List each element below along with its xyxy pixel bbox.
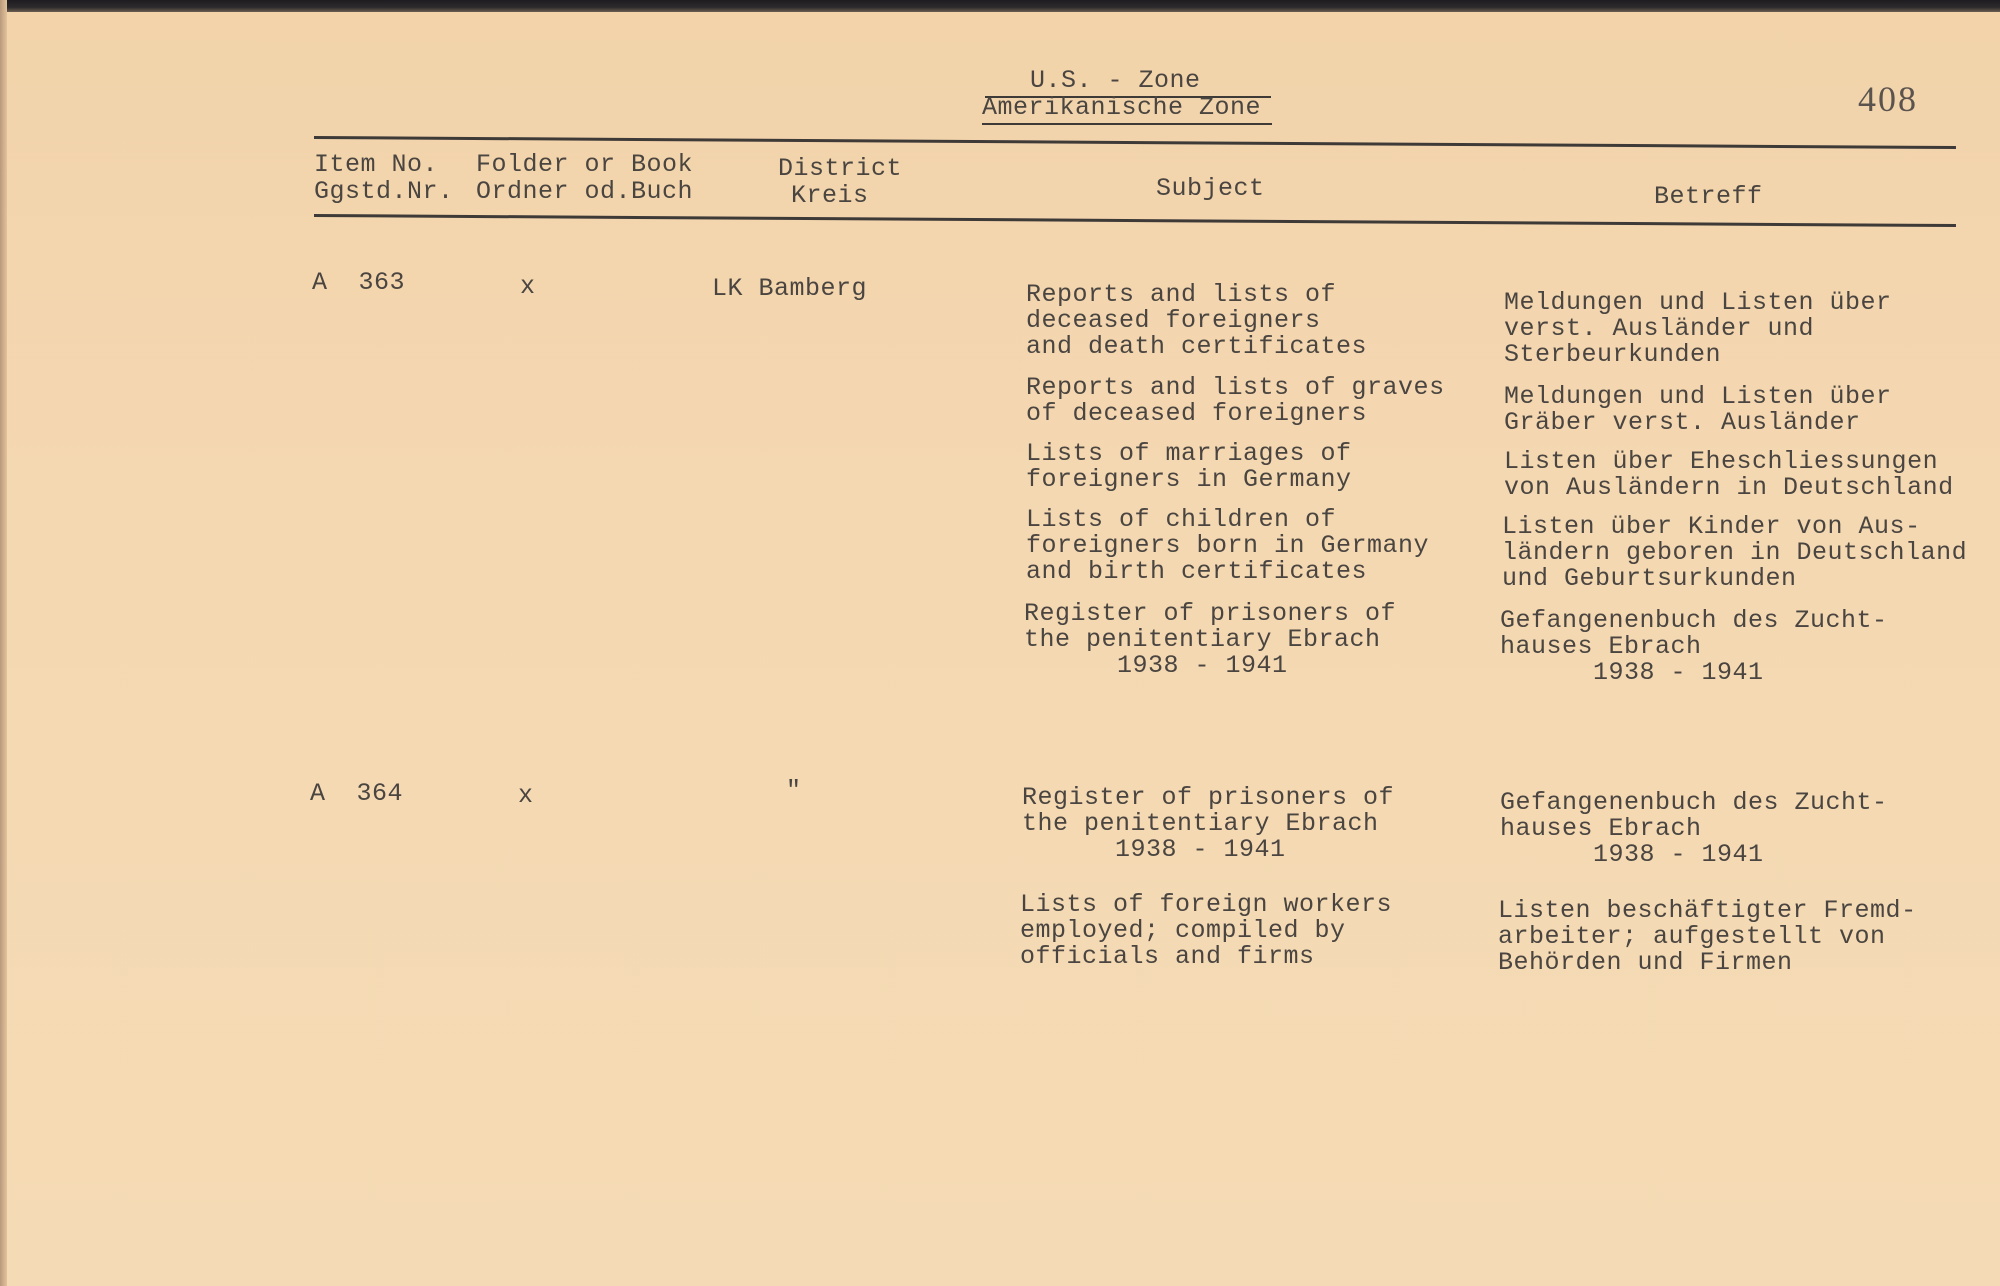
- row-363-betreff-4: Listen über Kinder von Aus- ländern geboren in Deutschland und Geburtsurkunden: [1502, 512, 1968, 593]
- scan-left-edge: [0, 0, 7, 1286]
- row-364-item: A 364: [310, 779, 404, 808]
- scan-top-edge: [0, 0, 2000, 12]
- row-363-folder: x: [520, 272, 536, 301]
- row-363-betreff-2: Meldungen und Listen über Gräber verst. Ausländer: [1504, 382, 1892, 437]
- page-number: 408: [1858, 79, 1918, 119]
- row-363-subject-4: Lists of children of foreigners born in Germany and birth certificates: [1026, 505, 1430, 586]
- zone-subtitle-underline: [982, 123, 1272, 125]
- row-364-district: ": [786, 776, 802, 805]
- column-header-folder-de: Ordner od.Buch: [476, 177, 694, 206]
- row-364-folder: x: [518, 781, 534, 810]
- header-top-rule: [314, 136, 1956, 149]
- row-364-betreff-2: Listen beschäftigter Fremd- arbeiter; aufgestellt von Behörden und Firmen: [1498, 896, 1917, 977]
- column-header-betreff: Betreff: [1654, 182, 1763, 211]
- column-header-district-de: Kreis: [791, 181, 869, 210]
- zone-title: U.S. - Zone: [1030, 66, 1201, 95]
- row-364-subject-2: Lists of foreign workers employed; compiled by officials and firms: [1020, 890, 1393, 971]
- row-364-betreff-1: Gefangenenbuch des Zucht- hauses Ebrach 1938 - 1941: [1500, 788, 1888, 869]
- column-header-district-en: District: [778, 154, 903, 183]
- row-363-betreff-3: Listen über Eheschliessungen von Ausländern in Deutschland: [1504, 447, 1954, 502]
- column-header-item-de: Ggstd.Nr.: [314, 177, 454, 206]
- row-363-subject-2: Reports and lists of graves of deceased foreigners: [1026, 373, 1445, 428]
- column-header-folder-en: Folder or Book: [476, 150, 694, 179]
- row-363-betreff-1: Meldungen und Listen über verst. Ausländer und Sterbeurkunden: [1504, 288, 1892, 369]
- row-363-subject-5: Register of prisoners of the penitentiary Ebrach 1938 - 1941: [1024, 599, 1397, 680]
- header-bottom-rule: [314, 214, 1956, 227]
- row-363-item: A 363: [312, 268, 406, 297]
- zone-subtitle: Amerikanische Zone: [982, 93, 1262, 122]
- row-363-subject-3: Lists of marriages of foreigners in Germany: [1026, 439, 1352, 494]
- column-header-subject: Subject: [1156, 174, 1265, 203]
- row-363-subject-1: Reports and lists of deceased foreigners and death certificates: [1026, 280, 1368, 361]
- row-363-district: LK Bamberg: [712, 274, 868, 303]
- row-364-subject-1: Register of prisoners of the penitentiary Ebrach 1938 - 1941: [1022, 783, 1395, 864]
- row-363-betreff-5: Gefangenenbuch des Zucht- hauses Ebrach 1938 - 1941: [1500, 606, 1888, 687]
- column-header-item-en: Item No.: [314, 150, 439, 179]
